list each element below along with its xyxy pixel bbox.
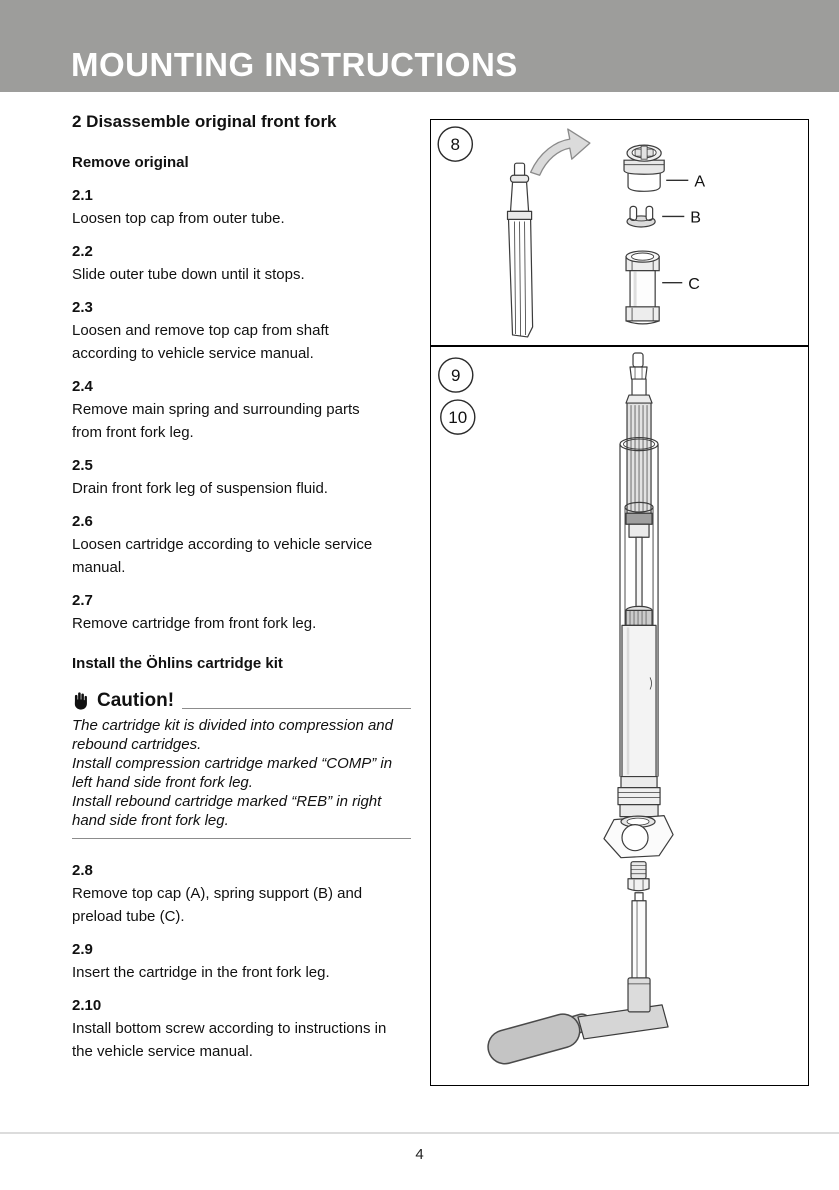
step-text: Slide outer tube down until it stops. bbox=[72, 266, 305, 283]
figure-9-10-box bbox=[430, 346, 809, 1086]
figures-column bbox=[430, 119, 809, 1086]
step-number: 2.7 bbox=[72, 592, 93, 609]
step-number: 2.8 bbox=[72, 862, 93, 879]
step-number: 2.3 bbox=[72, 299, 93, 316]
step-text: according to vehicle service manual. bbox=[72, 345, 314, 362]
step-2-7 bbox=[72, 589, 411, 635]
part-label-c: C bbox=[688, 274, 700, 293]
step-2-9 bbox=[72, 938, 411, 984]
step-text: manual. bbox=[72, 559, 126, 576]
cartridge-shaft-drawing bbox=[508, 163, 533, 337]
step-text: Insert the cartridge in the front fork leg. bbox=[72, 964, 330, 981]
spring-support-drawing bbox=[627, 206, 655, 227]
caution-text bbox=[72, 711, 411, 839]
section-title: 2 Disassemble original front fork bbox=[72, 112, 337, 131]
step-text: Loosen cartridge according to vehicle service bbox=[72, 536, 373, 553]
step-number: 2.9 bbox=[72, 941, 93, 958]
part-label-a: A bbox=[694, 172, 706, 191]
step-2-2 bbox=[72, 240, 411, 286]
step-number: 2.2 bbox=[72, 243, 93, 260]
step-number: 2.10 bbox=[72, 997, 102, 1014]
step-text: Install bottom screw according to instructions in bbox=[72, 1020, 387, 1037]
figure-9-callout bbox=[439, 358, 473, 392]
step-text: Remove cartridge from front fork leg. bbox=[72, 615, 317, 632]
caution-title: Caution! bbox=[97, 690, 175, 711]
step-2-10 bbox=[72, 994, 411, 1063]
step-number: 2.6 bbox=[72, 513, 93, 530]
top-cap-drawing bbox=[624, 145, 664, 191]
caution-line: rebound cartridges. bbox=[72, 736, 202, 753]
figure-10-number: 10 bbox=[448, 408, 468, 428]
figure-9-number: 9 bbox=[451, 366, 461, 386]
step-text: Remove top cap (A), spring support (B) and bbox=[72, 885, 363, 902]
step-2-5 bbox=[72, 454, 411, 500]
figure-8-drawing bbox=[431, 120, 808, 345]
caution-line: left hand side front fork leg. bbox=[72, 774, 253, 791]
figure-9-10-drawing bbox=[431, 347, 808, 1085]
step-number: 2.1 bbox=[72, 187, 93, 204]
caution-hand-icon bbox=[72, 691, 89, 710]
step-2-6 bbox=[72, 510, 411, 579]
subsection-install-kit: Install the Öhlins cartridge kit bbox=[72, 655, 283, 672]
step-2-4 bbox=[72, 375, 411, 444]
subsection-remove-original: Remove original bbox=[72, 154, 189, 171]
figure-8-number: 8 bbox=[450, 135, 461, 155]
figure-10-callout bbox=[441, 400, 475, 434]
footer-divider bbox=[0, 1132, 839, 1134]
caution-heading-rule bbox=[182, 708, 411, 709]
step-text: Loosen top cap from outer tube. bbox=[72, 210, 285, 227]
step-text: Loosen and remove top cap from shaft bbox=[72, 322, 329, 339]
step-number: 2.5 bbox=[72, 457, 93, 474]
step-text: the vehicle service manual. bbox=[72, 1043, 253, 1060]
preload-tube-drawing bbox=[626, 251, 659, 324]
step-2-1 bbox=[72, 184, 411, 230]
caution-line: The cartridge kit is divided into compression and bbox=[72, 717, 393, 734]
cartridge-assembly-drawing bbox=[505, 353, 673, 1047]
step-number: 2.4 bbox=[72, 378, 93, 395]
part-label-b: B bbox=[690, 208, 702, 227]
instructions-column bbox=[72, 112, 411, 1073]
page-number: 4 bbox=[415, 1146, 424, 1163]
step-2-8 bbox=[72, 859, 411, 928]
step-text: preload tube (C). bbox=[72, 908, 185, 925]
page-header bbox=[0, 0, 839, 92]
step-text: from front fork leg. bbox=[72, 424, 194, 441]
figure-8-box bbox=[430, 119, 809, 346]
caution-block bbox=[72, 689, 411, 839]
caution-line: Install rebound cartridge marked “REB” in right bbox=[72, 793, 382, 810]
step-text: Remove main spring and surrounding parts bbox=[72, 401, 360, 418]
caution-line: Install compression cartridge marked “COMP” in bbox=[72, 755, 393, 772]
step-text: Drain front fork leg of suspension fluid. bbox=[72, 480, 328, 497]
step-2-3 bbox=[72, 296, 411, 365]
figure-8-callout bbox=[438, 127, 472, 161]
rotate-arrow-icon bbox=[531, 129, 590, 175]
page-title: MOUNTING INSTRUCTIONS bbox=[71, 46, 518, 83]
caution-heading-row bbox=[72, 689, 411, 711]
caution-line: hand side front fork leg. bbox=[72, 812, 229, 829]
